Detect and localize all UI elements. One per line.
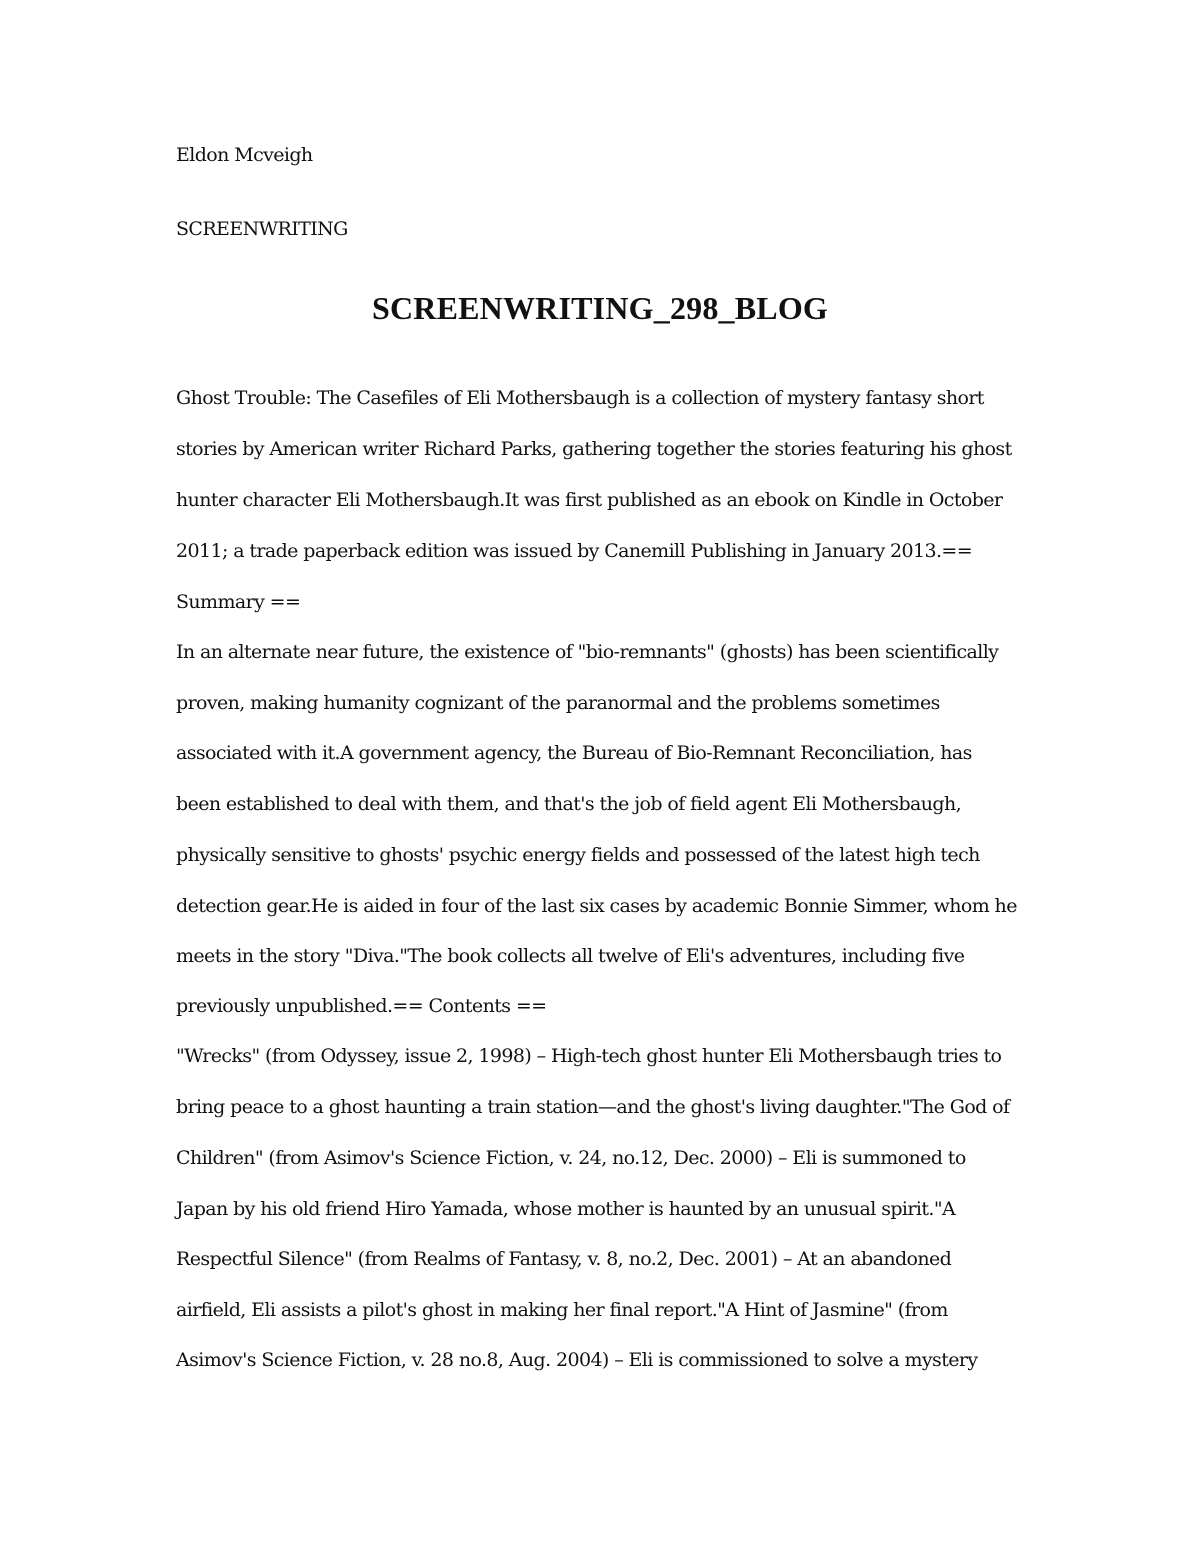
body-line: stories by American writer Richard Parks, gathering together the stories featuring his ghost [176,438,1012,460]
body-line: bring peace to a ghost haunting a train station—and the ghost's living daughter."The God of [176,1096,1010,1118]
body-line: associated with it.A government agency, the Bureau of Bio-Remnant Reconciliation, has [176,742,972,764]
body-line: Summary == [176,591,301,613]
body-line: physically sensitive to ghosts' psychic energy fields and possessed of the latest high tech [176,844,980,866]
body-line: Respectful Silence" (from Realms of Fantasy, v. 8, no.2, Dec. 2001) – At an abandoned [176,1248,952,1270]
body-line: Ghost Trouble: The Casefiles of Eli Mothersbaugh is a collection of mystery fantasy short [176,387,984,409]
body-line: previously unpublished.== Contents == [176,995,547,1017]
body-line: airfield, Eli assists a pilot's ghost in making her final report."A Hint of Jasmine" (from [176,1299,948,1321]
body-line: been established to deal with them, and that's the job of field agent Eli Mothersbaugh, [176,793,962,815]
body-line: detection gear.He is aided in four of the last six cases by academic Bonnie Simmer, whom he [176,895,1017,917]
body-line: Children" (from Asimov's Science Fiction, v. 24, no.12, Dec. 2000) – Eli is summoned to [176,1147,966,1169]
body-line: "Wrecks" (from Odyssey, issue 2, 1998) – High-tech ghost hunter Eli Mothersbaugh tries to [176,1045,1002,1067]
body-line: Asimov's Science Fiction, v. 28 no.8, Aug. 2004) – Eli is commissioned to solve a mystery [176,1349,978,1371]
body-line: 2011; a trade paperback edition was issued by Canemill Publishing in January 2013.== [176,540,973,562]
document-title: SCREENWRITING_298_BLOG [371,290,829,326]
body-line: meets in the story "Diva."The book collects all twelve of Eli's adventures, including five [176,945,965,967]
body-line: proven, making humanity cognizant of the paranormal and the problems sometimes [176,692,940,714]
body-line: hunter character Eli Mothersbaugh.It was first published as an ebook on Kindle in October [176,489,1003,511]
course-name: SCREENWRITING [176,218,348,240]
body-line: In an alternate near future, the existence of "bio-remnants" (ghosts) has been scientifically [176,641,999,663]
author-name: Eldon Mcveigh [176,144,313,166]
body-line: Japan by his old friend Hiro Yamada, whose mother is haunted by an unusual spirit."A [176,1198,956,1220]
